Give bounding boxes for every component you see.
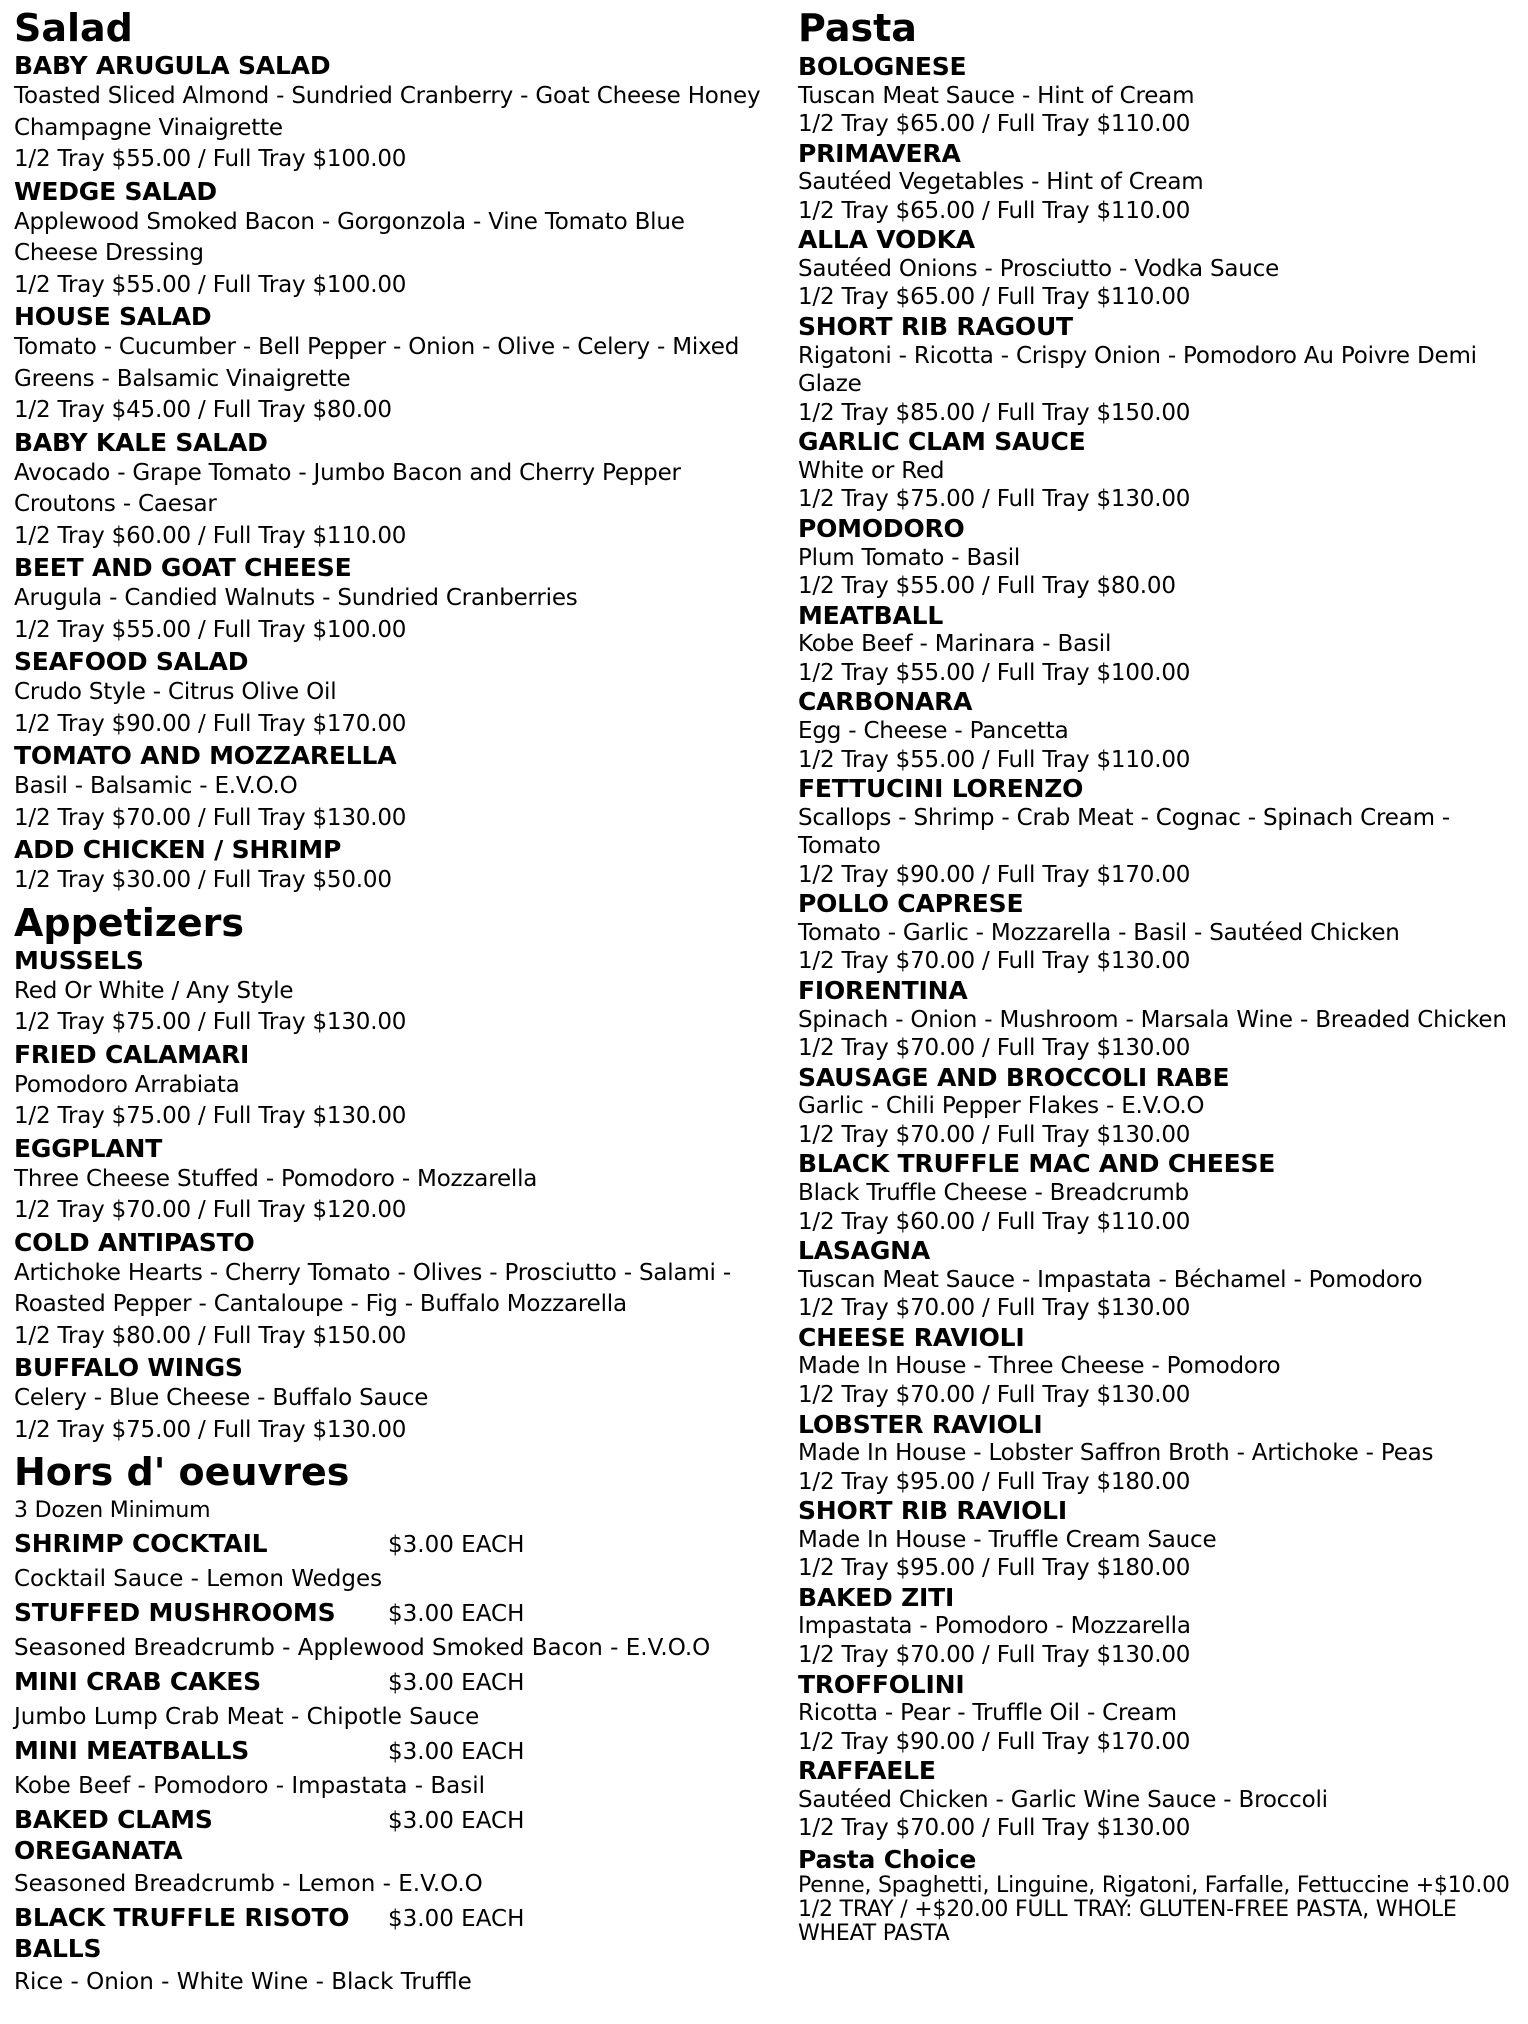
menu-item-name: FRIED CALAMARI: [14, 1039, 250, 1069]
menu-item-description: Three Cheese Stuffed - Pomodoro - Mozzarella: [14, 1165, 538, 1192]
menu-item-name: EGGPLANT: [14, 1133, 163, 1163]
menu-item-description: Rice - Onion - White Wine - Black Truffle: [14, 1969, 472, 1995]
pasta-choice: [798, 1845, 1522, 1947]
menu-item-name: MINI CRAB CAKES: [14, 1667, 261, 1696]
menu-item-name: LOBSTER RAVIOLI: [798, 1409, 1043, 1439]
menu-item-price: 1/2 Tray $55.00 / Full Tray $100.00: [14, 271, 407, 298]
menu-item-price: 1/2 Tray $75.00 / Full Tray $130.00: [14, 1416, 407, 1443]
menu-item-price: 1/2 Tray $70.00 / Full Tray $130.00: [798, 1381, 1191, 1408]
menu-item-price: 1/2 Tray $55.00 / Full Tray $100.00: [798, 659, 1191, 686]
menu-item: [14, 552, 774, 646]
appetizers-section: [14, 901, 774, 1447]
menu-item-description: Scallops - Shrimp - Crab Meat - Cognac - Spinach Cream - Tomato: [798, 804, 1451, 860]
menu-item-price: 1/2 Tray $65.00 / Full Tray $110.00: [798, 284, 1191, 311]
menu-item-description: Egg - Cheese - Pancetta: [798, 717, 1069, 744]
menu-item-description: Kobe Beef - Pomodoro - Impastata - Basil: [14, 1773, 486, 1799]
menu-item-description: Ricotta - Pear - Truffle Oil - Cream: [798, 1700, 1177, 1727]
hors-doeuvre-row: [14, 1597, 774, 1630]
menu-item: [14, 1227, 774, 1353]
menu-item-description: Crudo Style - Citrus Olive Oil: [14, 679, 337, 705]
minimum-order-note: 3 Dozen Minimum: [14, 1498, 211, 1523]
menu-item-name: SAUSAGE AND BROCCOLI RABE: [798, 1062, 1230, 1092]
menu-item: [798, 52, 1522, 139]
menu-item-name: BLACK TRUFFLE RISOTO BALLS: [14, 1903, 350, 1963]
menu-item-price: 1/2 Tray $95.00 / Full Tray $180.00: [798, 1555, 1191, 1582]
menu-item: [14, 176, 774, 302]
menu-item-description: Pomodoro Arrabiata: [14, 1071, 240, 1098]
menu-item-description: Tomato - Garlic - Mozzarella - Basil - Sautéed Chicken: [798, 919, 1400, 946]
menu-item-description: Spinach - Onion - Mushroom - Marsala Wine - Breaded Chicken: [798, 1006, 1507, 1033]
menu-item-name: HOUSE SALAD: [14, 302, 212, 331]
menu-item: [798, 976, 1522, 1063]
menu-item-price: 1/2 Tray $55.00 / Full Tray $110.00: [798, 746, 1191, 773]
menu-item-name: TROFFOLINI: [798, 1669, 965, 1699]
menu-item-name: POMODORO: [798, 514, 965, 544]
menu-item-price: 1/2 Tray $70.00 / Full Tray $130.00: [798, 948, 1191, 975]
menu-item-description: Garlic - Chili Pepper Flakes - E.V.O.O: [798, 1093, 1205, 1120]
menu-item-description: Black Truffle Cheese - Breadcrumb: [798, 1179, 1189, 1206]
menu-item-name: BAKED ZITI: [798, 1582, 955, 1612]
menu-item: [798, 1063, 1522, 1150]
menu-item: [14, 1352, 774, 1446]
menu-item-description: Rigatoni - Ricotta - Crispy Onion - Pomodoro Au Poivre Demi Glaze: [798, 342, 1477, 398]
menu-item-price: $3.00 EACH: [388, 1670, 525, 1696]
menu-item-price: 1/2 Tray $55.00 / Full Tray $80.00: [798, 573, 1176, 600]
hors-doeuvre-item: [14, 1902, 774, 2000]
menu-item-description: Arugula - Candied Walnuts - Sundried Cranberries: [14, 585, 578, 611]
menu-item-name: GARLIC CLAM SAUCE: [798, 427, 1086, 457]
pasta-items: [798, 52, 1522, 1843]
menu-item: [798, 427, 1522, 514]
menu-item: [14, 50, 774, 176]
menu-item-name: ADD CHICKEN / SHRIMP: [14, 835, 342, 864]
menu-item: [798, 1410, 1522, 1497]
menu-item-name: FIORENTINA: [798, 976, 968, 1006]
menu-item-price: 1/2 Tray $70.00 / Full Tray $130.00: [798, 1295, 1191, 1322]
menu-item-price: 1/2 Tray $70.00 / Full Tray $130.00: [798, 1121, 1191, 1148]
menu-item-description: White or Red: [798, 457, 945, 484]
menu-item-description: Sautéed Vegetables - Hint of Cream: [798, 169, 1204, 196]
menu-item-name: POLLO CAPRESE: [798, 889, 1024, 919]
menu-item: [14, 834, 774, 897]
menu-item-price: 1/2 Tray $60.00 / Full Tray $110.00: [14, 522, 407, 549]
menu-item: [798, 1583, 1522, 1670]
menu-item: [798, 139, 1522, 226]
menu-item-name: PRIMAVERA: [798, 138, 961, 168]
menu-item-name: SHORT RIB RAGOUT: [798, 312, 1073, 342]
menu-item-price: 1/2 Tray $75.00 / Full Tray $130.00: [798, 486, 1191, 513]
menu-item-price: $3.00 EACH: [388, 1532, 525, 1558]
menu-item: [14, 1039, 774, 1133]
menu-item-name: TOMATO AND MOZZARELLA: [14, 741, 397, 770]
menu-item-name: WEDGE SALAD: [14, 176, 217, 206]
menu-item-name: BOLOGNESE: [798, 52, 967, 81]
menu-item-price: 1/2 Tray $70.00 / Full Tray $130.00: [798, 1035, 1191, 1062]
menu-item: [798, 1756, 1522, 1843]
hors-doeuvre-item: [14, 1735, 774, 1804]
hors-doeuvre-item: [14, 1597, 774, 1666]
pasta-choice-text: Penne, Spaghetti, Linguine, Rigatoni, Farfalle, Fettuccine +$10.00 1/2 TRAY / +$20.00 FULL TRAY: GLUTEN-FREE PASTA, WHOLE WHEAT PASTA: [798, 1873, 1510, 1947]
hors-doeuvre-item: [14, 1528, 774, 1597]
menu-item: [798, 1323, 1522, 1410]
hors-doeuvre-item: [14, 1666, 774, 1735]
menu-item-description: Red Or White / Any Style: [14, 977, 294, 1004]
menu-item: [14, 740, 774, 834]
menu-item-description: Toasted Sliced Almond - Sundried Cranberry - Goat Cheese Honey Champagne Vinaigrette: [14, 83, 761, 141]
menu-item-description: Celery - Blue Cheese - Buffalo Sauce: [14, 1385, 429, 1411]
menu-item-price: 1/2 Tray $85.00 / Full Tray $150.00: [798, 399, 1191, 426]
menu-item-price: 1/2 Tray $75.00 / Full Tray $130.00: [14, 1009, 407, 1035]
salad-section: [14, 6, 774, 897]
menu-item-name: BABY ARUGULA SALAD: [14, 51, 331, 80]
menu-item: [14, 1133, 774, 1227]
menu-item-price: $3.00 EACH: [388, 1601, 525, 1627]
menu-item-name: BUFFALO WINGS: [14, 1353, 243, 1382]
menu-item-name: BLACK TRUFFLE MAC AND CHEESE: [798, 1149, 1276, 1179]
menu-item: [14, 427, 774, 553]
section-title-pasta: Pasta: [798, 6, 917, 50]
menu-item-description: Made In House - Three Cheese - Pomodoro: [798, 1353, 1281, 1380]
menu-item-name: COLD ANTIPASTO: [14, 1227, 255, 1257]
menu-item-name: LASAGNA: [798, 1236, 931, 1266]
hors-doeuvre-row: [14, 1666, 774, 1699]
menu-item-price: 1/2 Tray $45.00 / Full Tray $80.00: [14, 397, 392, 423]
menu-item-name: RAFFAELE: [798, 1756, 936, 1786]
menu-item-price: 1/2 Tray $60.00 / Full Tray $110.00: [798, 1208, 1191, 1235]
menu-item: [798, 889, 1522, 976]
menu-item: [798, 687, 1522, 774]
menu-item-name: MUSSELS: [14, 945, 144, 975]
menu-item-description: Artichoke Hearts - Cherry Tomato - Olives - Prosciutto - Salami - Roasted Pepper - Cantaloupe - Fig - Buffalo Mozzarella: [14, 1259, 731, 1317]
menu-item-price: 1/2 Tray $65.00 / Full Tray $110.00: [798, 111, 1191, 138]
menu-item-description: Kobe Beef - Marinara - Basil: [798, 631, 1112, 658]
menu-item-description: Tomato - Cucumber - Bell Pepper - Onion - Olive - Celery - Mixed Greens - Balsamic Vinaigrette: [14, 334, 740, 392]
menu-item-price: $3.00 EACH: [388, 1808, 525, 1834]
menu-item-name: STUFFED MUSHROOMS: [14, 1598, 336, 1627]
menu-item-name: CHEESE RAVIOLI: [798, 1322, 1025, 1352]
menu-item-description: Plum Tomato - Basil: [798, 544, 1021, 571]
menu-item: [14, 301, 774, 427]
menu-item-description: Basil - Balsamic - E.V.O.O: [14, 773, 298, 799]
menu-item-price: 1/2 Tray $90.00 / Full Tray $170.00: [798, 861, 1191, 888]
hors-doeuvre-row: [14, 1735, 774, 1768]
menu-item-price: 1/2 Tray $30.00 / Full Tray $50.00: [14, 867, 392, 893]
menu-item-price: 1/2 Tray $95.00 / Full Tray $180.00: [798, 1468, 1191, 1495]
menu-item: [798, 1236, 1522, 1323]
menu-item: [798, 1496, 1522, 1583]
menu-item-description: Tuscan Meat Sauce - Impastata - Béchamel - Pomodoro: [798, 1266, 1423, 1293]
menu-item-price: $3.00 EACH: [388, 1906, 525, 1932]
menu-item-description: Cocktail Sauce - Lemon Wedges: [14, 1566, 383, 1592]
menu-item-description: Applewood Smoked Bacon - Gorgonzola - Vine Tomato Blue Cheese Dressing: [14, 208, 685, 266]
menu-item-price: 1/2 Tray $55.00 / Full Tray $100.00: [14, 616, 407, 643]
menu-item-price: 1/2 Tray $70.00 / Full Tray $120.00: [14, 1197, 407, 1223]
pasta-choice-title: Pasta Choice: [798, 1844, 977, 1874]
hors-doeuvres-items: [14, 1528, 774, 2000]
menu-item-description: Jumbo Lump Crab Meat - Chipotle Sauce: [14, 1704, 480, 1730]
hors-doeuvre-row: [14, 1902, 774, 1964]
menu-item-description: Made In House - Truffle Cream Sauce: [798, 1526, 1217, 1553]
menu-item-description: Seasoned Breadcrumb - Applewood Smoked Bacon - E.V.O.O: [14, 1635, 711, 1661]
pasta-section: [798, 6, 1522, 1946]
hors-doeuvres-section: [14, 1450, 774, 2000]
menu-item-description: Made In House - Lobster Saffron Broth - Artichoke - Peas: [798, 1440, 1434, 1466]
menu-item: [798, 1149, 1522, 1236]
section-title-hors-doeuvres: Hors d' oeuvres: [14, 1450, 350, 1494]
menu-item-name: MINI MEATBALLS: [14, 1736, 249, 1765]
menu-item-name: BAKED CLAMS OREGANATA: [14, 1805, 213, 1865]
appetizer-items: [14, 945, 774, 1447]
menu-item-name: MEATBALL: [798, 600, 944, 630]
menu-item-description: Sautéed Onions - Prosciutto - Vodka Sauce: [798, 255, 1280, 282]
hors-doeuvre-row: [14, 1804, 774, 1866]
menu-item-price: 1/2 Tray $70.00 / Full Tray $130.00: [14, 804, 407, 831]
menu-item-name: SHRIMP COCKTAIL: [14, 1529, 268, 1558]
menu-item-name: FETTUCINI LORENZO: [798, 774, 1084, 804]
menu-item: [798, 312, 1522, 427]
salad-items: [14, 50, 774, 897]
menu-item-price: 1/2 Tray $70.00 / Full Tray $130.00: [798, 1815, 1191, 1842]
menu-item-description: Sautéed Chicken - Garlic Wine Sauce - Broccoli: [798, 1786, 1328, 1813]
menu-item-price: 1/2 Tray $90.00 / Full Tray $170.00: [798, 1728, 1191, 1755]
menu-item: [798, 514, 1522, 601]
menu-item-price: 1/2 Tray $70.00 / Full Tray $130.00: [798, 1641, 1191, 1668]
menu-item: [798, 1670, 1522, 1757]
menu-item: [798, 225, 1522, 312]
menu-item: [798, 774, 1522, 889]
menu-item-name: SHORT RIB RAVIOLI: [798, 1496, 1068, 1526]
menu-item-price: 1/2 Tray $75.00 / Full Tray $130.00: [14, 1103, 407, 1129]
menu-item: [798, 601, 1522, 688]
menu-item-description: Impastata - Pomodoro - Mozzarella: [798, 1613, 1191, 1640]
section-title-appetizers: Appetizers: [14, 900, 245, 945]
menu-item-name: ALLA VODKA: [798, 225, 975, 255]
menu-item-name: SEAFOOD SALAD: [14, 647, 249, 676]
menu-item-price: 1/2 Tray $90.00 / Full Tray $170.00: [14, 710, 407, 737]
menu-item-description: Tuscan Meat Sauce - Hint of Cream: [798, 82, 1195, 109]
menu-item-price: 1/2 Tray $65.00 / Full Tray $110.00: [798, 197, 1191, 224]
menu-item: [14, 945, 774, 1039]
left-column: [14, 6, 774, 2000]
menu-item-name: BABY KALE SALAD: [14, 427, 268, 457]
hors-doeuvre-row: [14, 1528, 774, 1561]
menu-item: [14, 646, 774, 740]
menu-item-price: 1/2 Tray $80.00 / Full Tray $150.00: [14, 1322, 407, 1349]
menu-item-description: Seasoned Breadcrumb - Lemon - E.V.O.O: [14, 1871, 483, 1897]
section-title-salad: Salad: [14, 6, 133, 50]
menu-item-name: BEET AND GOAT CHEESE: [14, 553, 352, 582]
menu-item-name: CARBONARA: [798, 687, 973, 717]
menu-item-description: Avocado - Grape Tomato - Jumbo Bacon and Cherry Pepper Croutons - Caesar: [14, 459, 681, 517]
menu-item-price: 1/2 Tray $55.00 / Full Tray $100.00: [14, 146, 407, 172]
menu-item-price: $3.00 EACH: [388, 1739, 525, 1765]
hors-doeuvre-item: [14, 1804, 774, 1902]
right-column: [798, 6, 1522, 1946]
